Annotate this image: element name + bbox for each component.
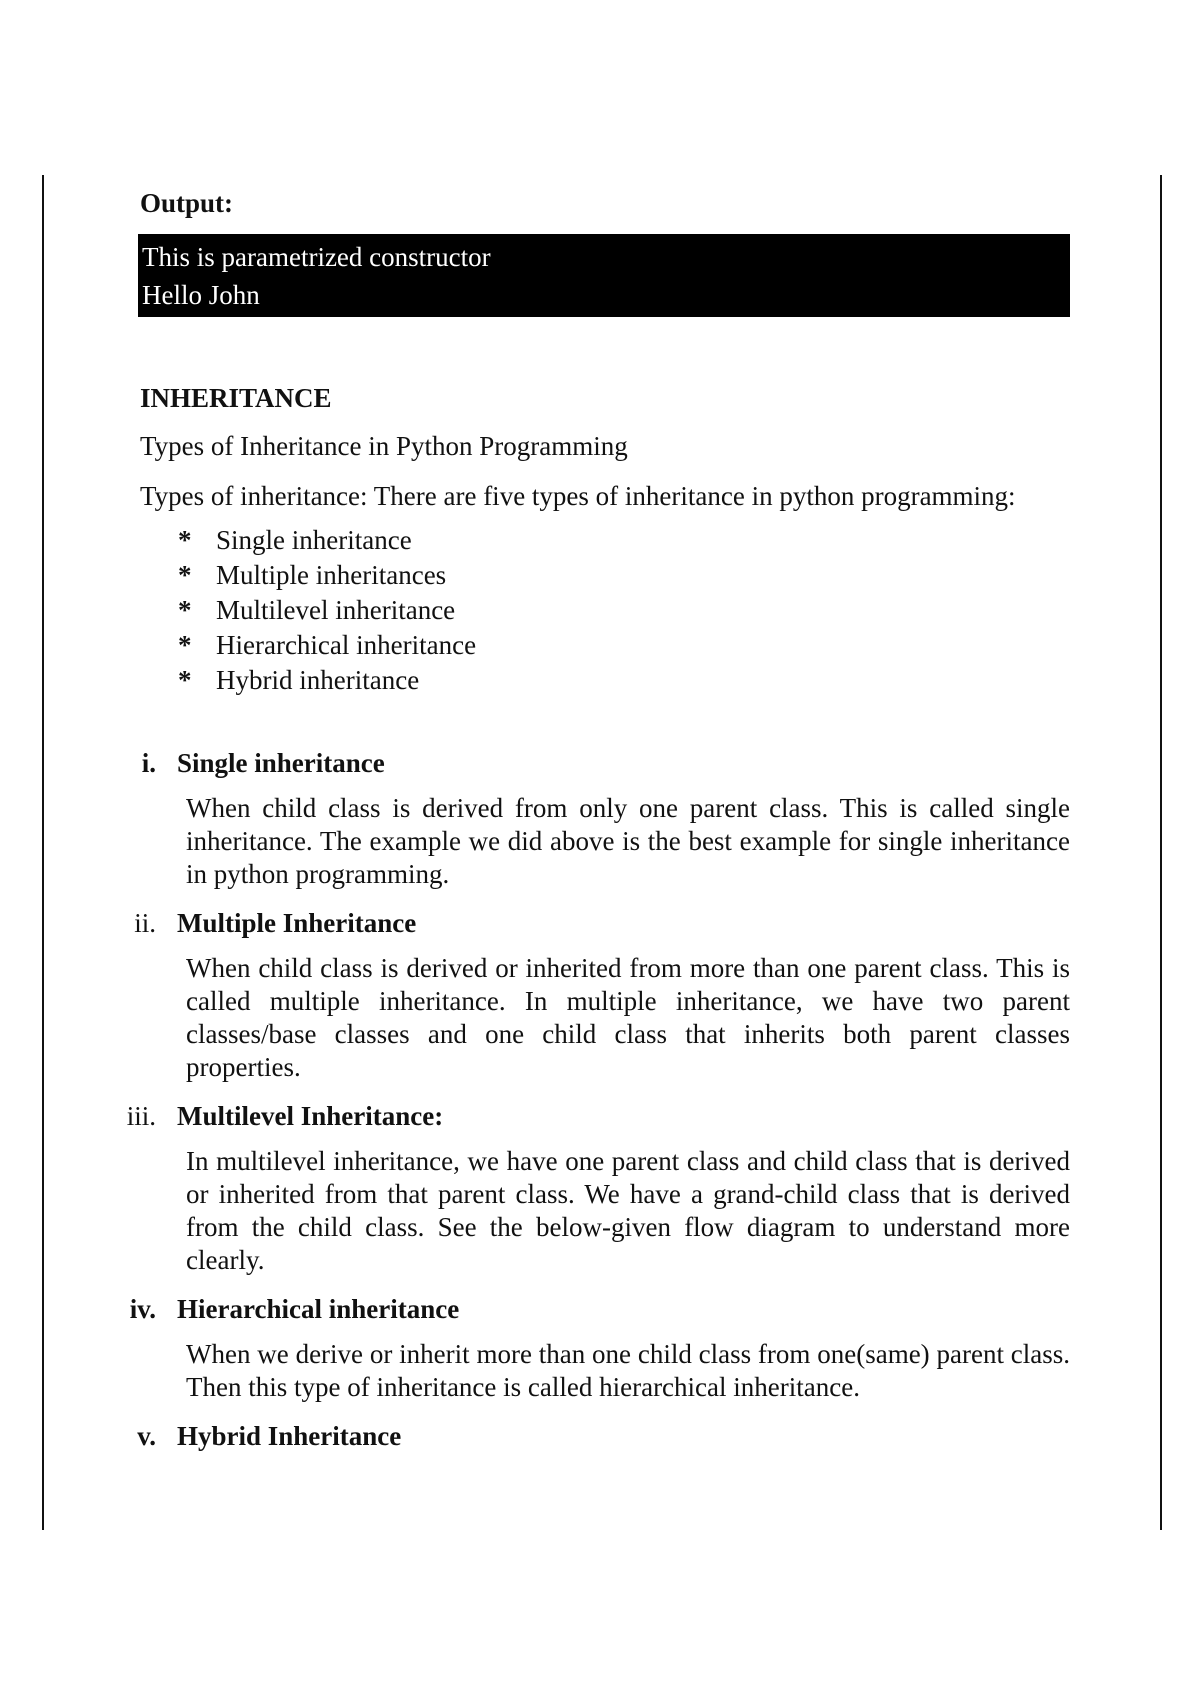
type-heading <box>129 1291 1070 1327</box>
type-numeral: ii. <box>134 908 156 938</box>
type-numeral: i. <box>141 748 156 778</box>
type-section-hierarchical <box>129 1291 1070 1404</box>
type-heading <box>126 1098 1070 1134</box>
bullet-icon: * <box>178 560 192 590</box>
type-heading <box>134 905 1070 941</box>
inheritance-type-sections <box>126 745 1070 1454</box>
type-description: In multilevel inheritance, we have one parent class and child class that is derived or inherited from that parent class. We have a grand-child class that is derived from the child class. See the below-given flow diagram to understand more clearly. <box>186 1146 1070 1275</box>
type-name: Single inheritance <box>177 748 385 778</box>
bullet-icon: * <box>178 595 192 625</box>
type-name: Hybrid Inheritance <box>177 1421 402 1451</box>
type-name: Multilevel Inheritance: <box>177 1101 444 1131</box>
bullet-icon: * <box>178 525 192 555</box>
bullet-icon: * <box>178 630 192 660</box>
type-numeral: v. <box>137 1421 156 1451</box>
type-section-hybrid <box>137 1418 1070 1454</box>
list-item <box>178 593 1070 628</box>
section-subtitle: Types of Inheritance in Python Programming <box>140 431 628 461</box>
list-item <box>178 628 1070 663</box>
type-section-single <box>140 745 1070 891</box>
inheritance-types-list <box>140 523 1070 698</box>
page-content <box>126 183 1070 1454</box>
type-description: When child class is derived or inherited from more than one parent class. This is called multiple inheritance. In multiple inheritance, we have two parent classes/base classes and one child class that inherits both parent classes properties. <box>186 953 1070 1082</box>
type-heading <box>137 1418 1070 1454</box>
type-section-multilevel <box>126 1098 1070 1277</box>
type-description: When child class is derived from only one parent class. This is called single inheritance. The example we did above is the best example for single inheritance in python programming. <box>186 793 1070 889</box>
intro-paragraph: Types of inheritance: There are five types of inheritance in python programming: <box>140 481 1016 511</box>
list-item <box>178 558 1070 593</box>
type-numeral: iv. <box>129 1294 156 1324</box>
output-heading: Output: <box>140 188 234 218</box>
output-line: This is parametrized constructor <box>142 242 491 272</box>
type-name: Hierarchical inheritance <box>177 1294 460 1324</box>
list-item-label: Hybrid inheritance <box>216 665 420 695</box>
list-item-label: Multilevel inheritance <box>216 595 456 625</box>
type-numeral: iii. <box>126 1101 156 1131</box>
type-name: Multiple Inheritance <box>177 908 417 938</box>
list-item <box>178 523 1070 558</box>
list-item <box>178 663 1070 698</box>
section-title: INHERITANCE <box>140 383 332 413</box>
output-line: Hello John <box>142 280 260 310</box>
list-item-label: Hierarchical inheritance <box>216 630 477 660</box>
type-heading <box>140 745 1070 781</box>
page-border-right <box>1160 175 1162 1530</box>
list-item-label: Multiple inheritances <box>216 560 447 590</box>
type-section-multiple <box>134 905 1070 1084</box>
output-console <box>138 234 1070 317</box>
page-border-left <box>42 175 44 1530</box>
list-item-label: Single inheritance <box>216 525 412 555</box>
bullet-icon: * <box>178 665 192 695</box>
type-description: When we derive or inherit more than one child class from one(same) parent class. Then this type of inheritance is called hierarchical inheritance. <box>186 1339 1070 1402</box>
